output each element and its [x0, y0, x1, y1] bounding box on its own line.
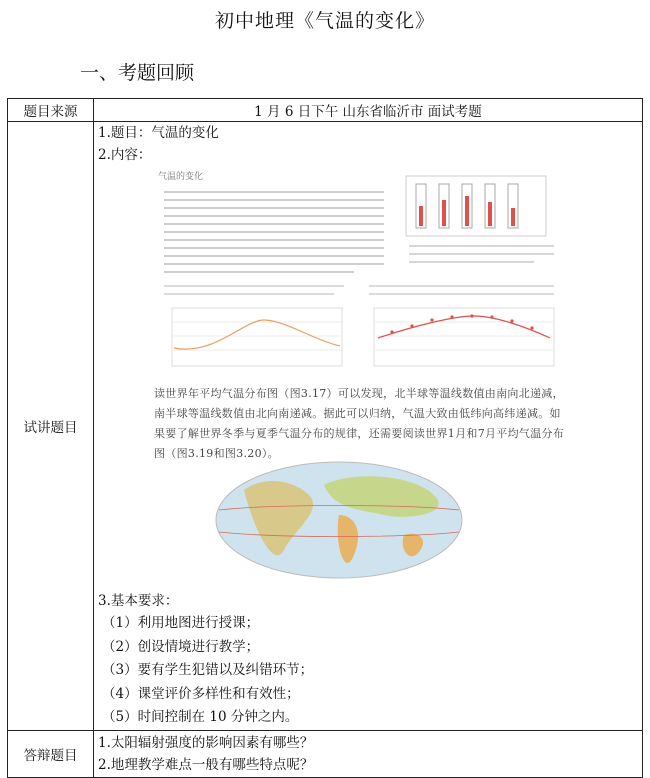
defense-question: 2.地理教学难点一般有哪些特点呢？: [98, 756, 314, 773]
defense-question: 1.太阳辐射强度的影响因素有哪些？: [98, 734, 314, 751]
thermometer-icons: [416, 184, 518, 228]
defense-row: [8, 730, 643, 777]
figure-paragraph: 读世界年平均气温分布图（图3.17）可以发现，北半球等温线数值由南向北递减，南半球等温线数值由北向南递减。据此可以归纳，气温大致由低纬向高纬递减。如果要了解世界冬季与夏季气温分布的规律，还需要阅读世界1月和7月平均气温分布图（图3.19和图3.20）。: [154, 387, 565, 460]
defense-label: 答辩题目: [8, 730, 94, 777]
requirement-item: （1）利用地图进行授课；: [102, 615, 260, 631]
figure-heading: 气温的变化: [158, 172, 204, 182]
textbook-figure: [154, 170, 568, 584]
source-value: 1 月 6 日下午 山东省临沂市 面试考题: [94, 99, 643, 122]
requirement-item: （3）要有学生犯错以及纠错环节；: [102, 662, 314, 678]
section-heading: 一、考题回顾: [80, 62, 195, 84]
textbook-illustration: [154, 170, 568, 384]
source-row: [8, 99, 643, 122]
lecture-topic: 1.题目：气温的变化: [98, 125, 219, 141]
lecture-row: [8, 122, 643, 731]
requirement-item: （2）创设情境进行教学；: [102, 638, 260, 655]
page-title: 初中地理《气温的变化》: [214, 10, 435, 32]
daily-temp-chart: [172, 308, 342, 366]
requirement-item: （5）时间控制在 10 分钟之内。: [102, 709, 299, 725]
lecture-cell: [94, 122, 643, 731]
world-temperature-map: [214, 460, 464, 580]
lecture-label: 试讲题目: [8, 122, 94, 731]
defense-cell: [94, 730, 643, 777]
content-label: 2.内容：: [98, 147, 152, 163]
exam-table: [7, 98, 643, 778]
requirements-label: 3.基本要求：: [98, 593, 179, 609]
requirement-item: （4）课堂评价多样性和有效性；: [102, 685, 300, 702]
source-label: 题目来源: [8, 99, 94, 122]
yearly-temp-chart: [374, 308, 554, 366]
